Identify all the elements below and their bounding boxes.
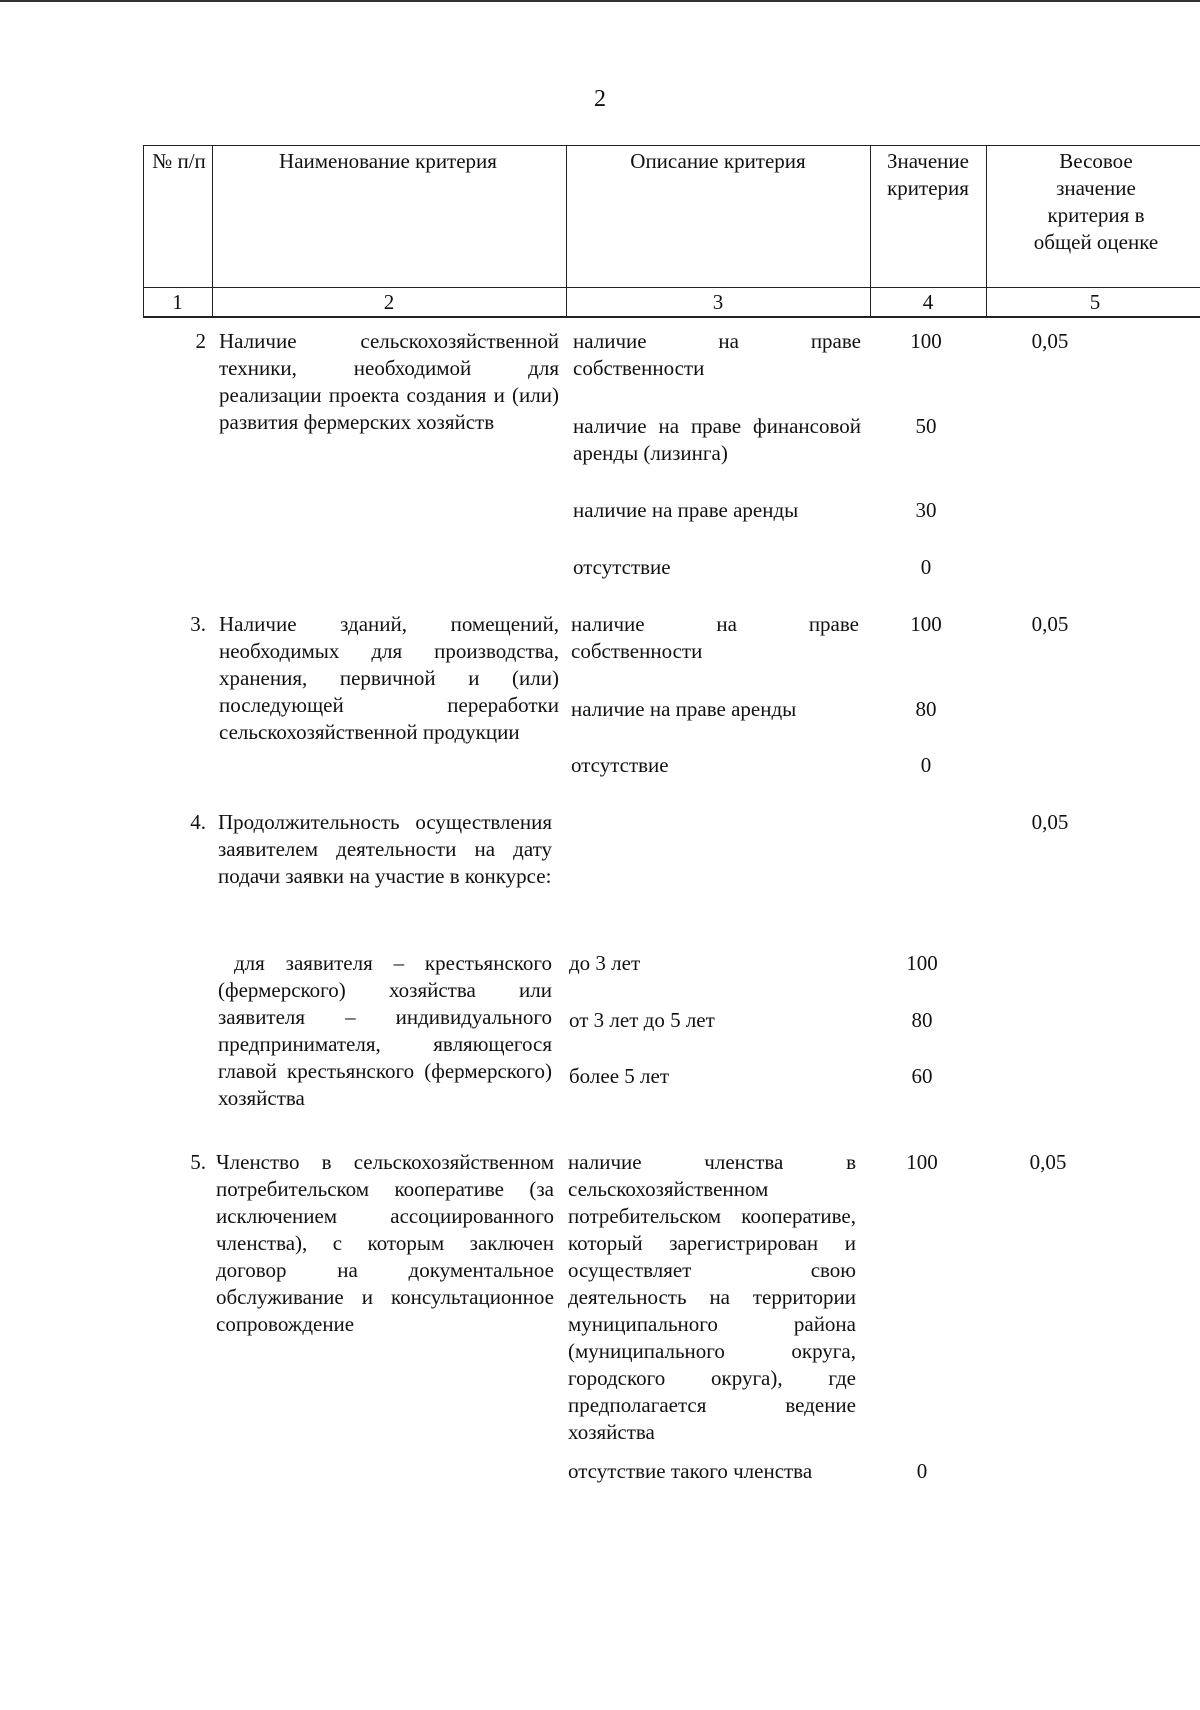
- option-value: 30: [915, 498, 937, 522]
- option-value: 0: [920, 753, 932, 777]
- option-description: более 5 лет: [569, 1064, 670, 1088]
- colnum-2: 2: [383, 290, 395, 314]
- option-description: наличие членства в сельскохозяйственном потребительском кооперативе, который зарегистрирован и осуществляет свою деятельность на территории муниципального района (муниципального округа, городского округа), где предполагается ведение хозяйства: [568, 1150, 856, 1444]
- option-value: 80: [915, 697, 937, 721]
- option-value: 100: [906, 951, 938, 975]
- colnum-1: 1: [172, 290, 183, 314]
- option-value: 60: [911, 1064, 933, 1088]
- criterion-weight: 0,05: [1031, 329, 1069, 353]
- page-number: 2: [594, 86, 606, 112]
- option-value: 100: [906, 1150, 938, 1174]
- option-value: 80: [911, 1008, 933, 1032]
- option-value: 100: [910, 329, 942, 353]
- header-value: Значение критерия: [887, 149, 969, 200]
- criterion-name: Продолжительность осуществления заявителем деятельности на дату подачи заявки на участие в конкурсе:: [218, 810, 552, 888]
- header-weight: Весовое значение критерия в общей оценке: [1033, 149, 1159, 254]
- row-number: 2: [195, 329, 206, 353]
- header-description: Описание критерия: [630, 149, 806, 173]
- option-value: 100: [910, 612, 942, 636]
- option-description: наличие на праве собственности: [571, 612, 859, 663]
- option-description: наличие на праве собственности: [573, 329, 861, 380]
- colnum-4: 4: [922, 290, 934, 314]
- row-number: 5.: [190, 1150, 206, 1174]
- row-number: 3.: [190, 612, 206, 636]
- colnum-5: 5: [1089, 290, 1101, 314]
- criterion-subname: для заявителя – крестьянского (фермерского) хозяйства или заявителя – индивидуального предпринимателя, являющегося главой крестьянского (фермерского) хозяйства: [218, 951, 552, 1110]
- option-value: 50: [915, 414, 937, 438]
- option-description: до 3 лет: [569, 951, 641, 975]
- option-description: наличие на праве аренды: [573, 498, 799, 522]
- option-description: отсутствие: [571, 753, 669, 777]
- option-description: наличие на праве финансовой аренды (лизинга): [573, 414, 861, 465]
- criterion-weight: 0,05: [1029, 1150, 1067, 1174]
- option-description: отсутствие такого членства: [568, 1459, 813, 1483]
- option-description: наличие на праве аренды: [571, 697, 797, 721]
- option-value: 0: [920, 555, 932, 579]
- header-name: Наименование критерия: [279, 149, 497, 173]
- criterion-name: Членство в сельскохозяйственном потребительском кооперативе (за исключением ассоциированного членства), с которым заключен договор на документальное обслуживание и консультационное сопровождение: [216, 1150, 554, 1336]
- criterion-weight: 0,05: [1031, 810, 1069, 834]
- scan-edge: [0, 0, 1200, 2]
- criterion-name: Наличие зданий, помещений, необходимых для производства, хранения, первичной и (или) последующей переработки сельскохозяйственной продукции: [219, 612, 559, 744]
- row-number: 4.: [190, 810, 206, 834]
- option-description: отсутствие: [573, 555, 671, 579]
- option-description: от 3 лет до 5 лет: [569, 1008, 715, 1032]
- criterion-name: Наличие сельскохозяйственной техники, необходимой для реализации проекта создания и (или) развития фермерских хозяйств: [219, 329, 559, 434]
- criterion-weight: 0,05: [1031, 612, 1069, 636]
- colnum-3: 3: [712, 290, 724, 314]
- option-value: 0: [916, 1459, 928, 1483]
- header-num: № п/п: [152, 149, 206, 173]
